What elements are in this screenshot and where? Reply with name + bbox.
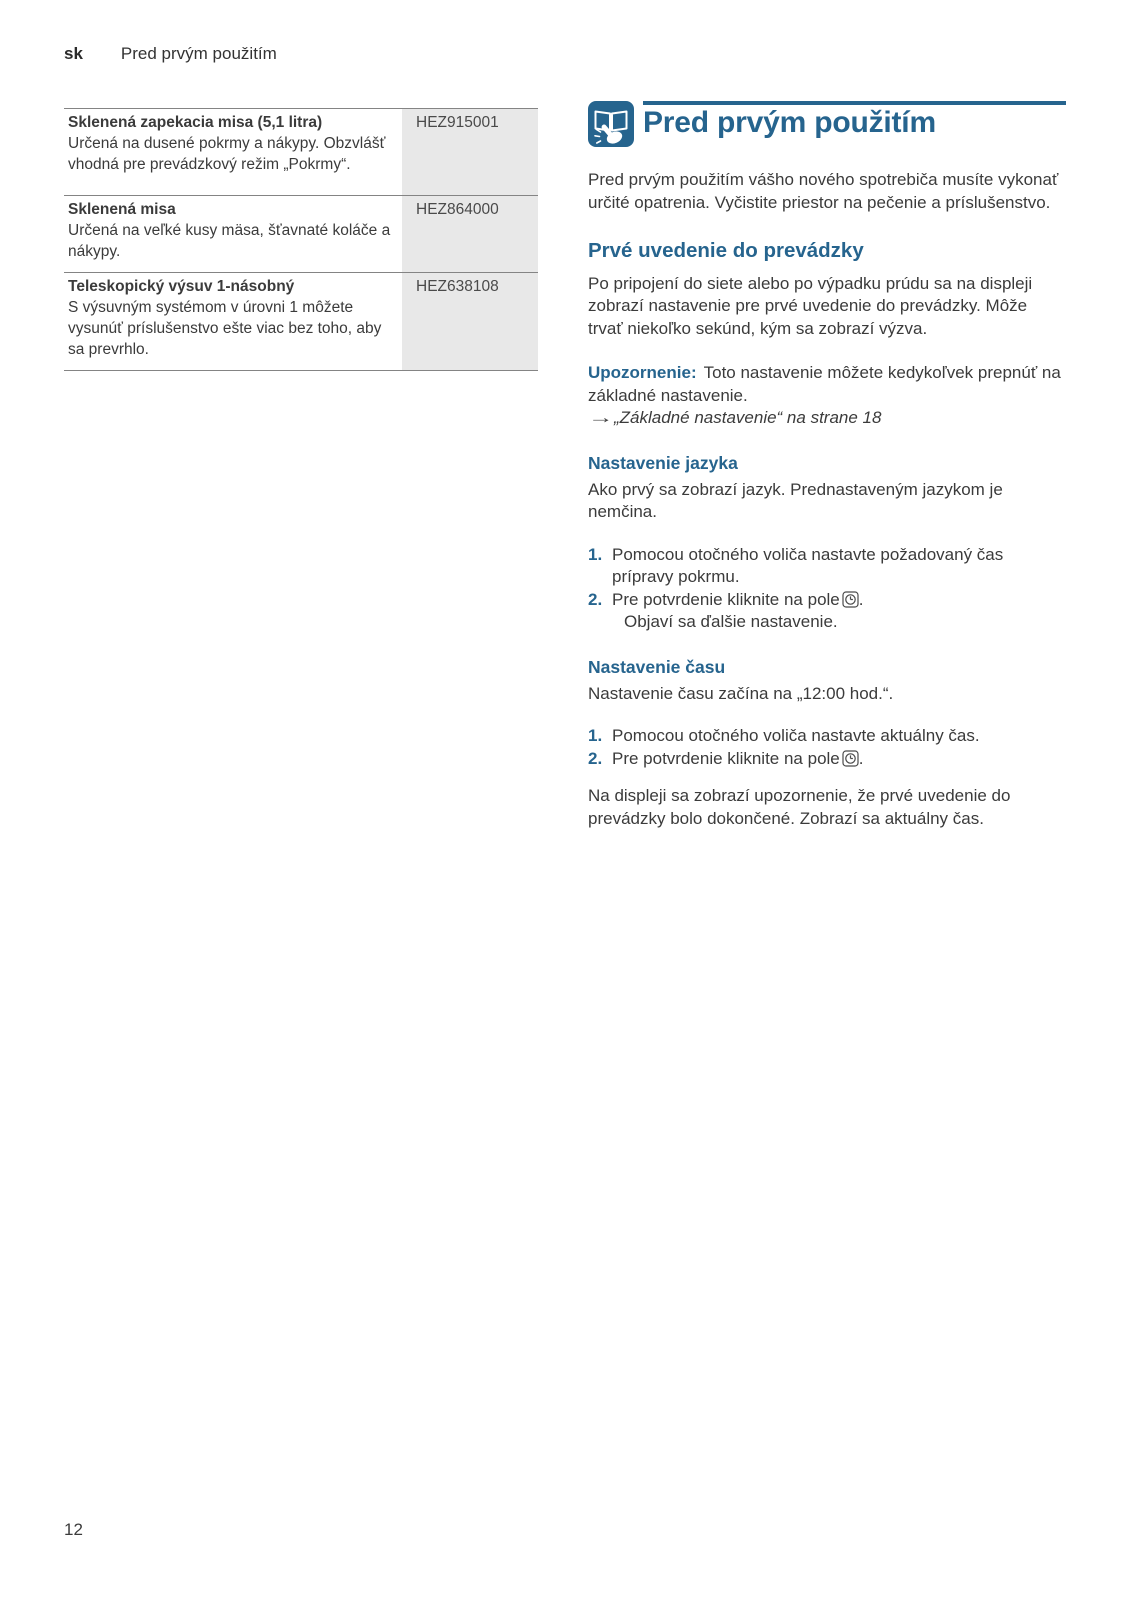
page-number: 12 — [64, 1520, 83, 1539]
step-text — [612, 748, 1066, 771]
step-text-after-icon: . — [858, 589, 864, 609]
step-text-before-icon: Pre potvrdenie kliknite na pole — [612, 748, 840, 768]
subsection-title-time: Nastavenie času — [588, 656, 726, 677]
book-hand-icon — [588, 101, 634, 147]
step-text-after-icon: . — [858, 748, 864, 768]
cross-reference — [588, 407, 1066, 430]
step-number: 2. — [588, 748, 603, 768]
step-number: 1. — [588, 726, 603, 746]
step-number: 1. — [588, 544, 603, 564]
main-column — [588, 101, 1066, 830]
list-item — [588, 725, 1066, 748]
step-text: Pomocou otočného voliča nastavte aktuálny čas. — [612, 726, 980, 746]
accessory-cell — [64, 109, 402, 195]
section-heading — [588, 101, 1066, 147]
step-text-before-icon: Pre potvrdenie kliknite na pole — [612, 589, 840, 609]
clock-field-icon — [842, 750, 859, 767]
table-row — [64, 195, 538, 272]
time-body: Nastavenie času začína na „12:00 hod.“. — [588, 683, 894, 703]
language-steps — [588, 544, 1066, 634]
subsection-title-language: Nastavenie jazyka — [588, 452, 738, 473]
time-steps — [588, 725, 1066, 770]
step-text — [612, 589, 1066, 634]
accessory-cell — [64, 273, 402, 370]
accessory-name: Teleskopický výsuv 1-násobný — [68, 278, 295, 295]
section-title: Pred prvým použitím — [643, 106, 936, 139]
first-use-body: Po pripojení do siete alebo po výpadku prúdu sa na displeji zobrazí nastavenie pre prvé uvedenie do prevádzky. Môže trvať niekoľko sekúnd, kým sa zobrazí výzva. — [588, 273, 1033, 338]
reference-text: „Základné nastavenie“ na strane 18 — [614, 408, 882, 428]
accessory-code: HEZ915001 — [402, 109, 538, 195]
list-item — [588, 544, 1066, 589]
note-label: Upozornenie: — [588, 363, 697, 383]
heading-rule-block — [643, 101, 1066, 141]
step-text: Pomocou otočného voliča nastavte požadovaný čas prípravy pokrmu. — [612, 544, 1004, 587]
language-body: Ako prvý sa zobrazí jazyk. Prednastaveným jazykom je nemčina. — [588, 479, 1003, 522]
accessory-description: Určená na veľké kusy mäsa, šťavnaté koláče a nákypy. — [68, 222, 391, 260]
list-item — [588, 589, 1066, 634]
step-number: 2. — [588, 589, 603, 609]
subsection-title-first-use: Prvé uvedenie do prevádzky — [588, 239, 864, 262]
accessory-code: HEZ864000 — [402, 196, 538, 272]
list-item — [588, 748, 1066, 771]
note-paragraph — [588, 362, 1066, 407]
accessory-cell — [64, 196, 402, 272]
accessory-description: Určená na dusené pokrmy a nákypy. Obzvlášť vhodná pre prevádzkový režim „Pokrmy“. — [68, 135, 386, 173]
accessories-table — [64, 108, 538, 371]
closing-paragraph: Na displeji sa zobrazí upozornenie, že prvé uvedenie do prevádzky bolo dokončené. Zobrazí sa aktuálny čas. — [588, 786, 1011, 828]
page-header — [64, 44, 277, 64]
note-text: Toto nastavenie môžete kedykoľvek prepnúť na základné nastavenie. — [588, 363, 1061, 405]
table-row — [64, 108, 538, 195]
section-intro: Pred prvým použitím vášho nového spotrebiča musíte vykonať určité opatrenia. Vyčistite priestor na pečenie a príslušenstvo. — [588, 170, 1059, 212]
accessory-name: Sklenená zapekacia misa (5,1 litra) — [68, 114, 323, 131]
accessory-description: S výsuvným systémom v úrovni 1 môžete vysunúť príslušenstvo ešte viac bez toho, aby sa prevrhlo. — [68, 299, 382, 358]
language-code: sk — [64, 44, 83, 63]
table-row — [64, 272, 538, 370]
accessory-code: HEZ638108 — [402, 273, 538, 370]
arrow-icon: → — [588, 408, 614, 428]
header-title: Pred prvým použitím — [120, 44, 277, 63]
step-result: Objaví sa ďalšie nastavenie. — [624, 612, 838, 632]
clock-field-icon — [842, 591, 859, 608]
accessory-name: Sklenená misa — [68, 201, 176, 218]
